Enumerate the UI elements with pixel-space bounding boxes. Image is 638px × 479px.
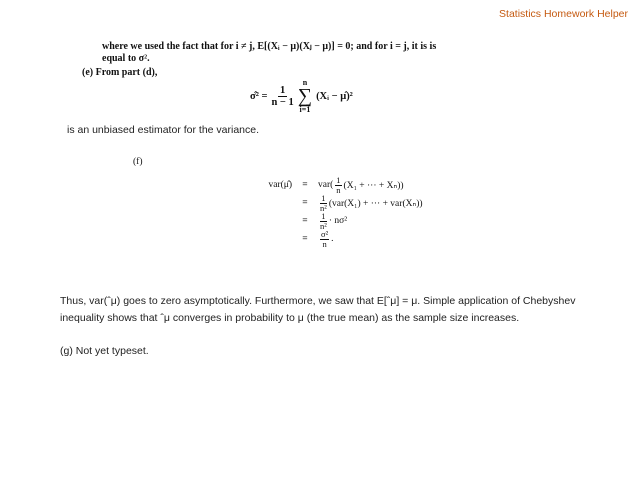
sum-upper-limit: n [302,78,308,87]
row-rhs [318,176,404,195]
variance-derivation [250,176,423,248]
rhs-fraction-numerator: σ² [321,228,329,239]
part-d-line-1: where we used the fact that for i ≠ j, E[(Xᵢ − μ)(Xⱼ − μ)] = 0; and for i = j, it is is [102,41,437,52]
equals-sign: = [302,198,308,208]
rhs-fraction-numerator: 1 [336,174,341,185]
rhs-fraction [335,176,341,195]
sum-symbol: ∑ [297,85,313,107]
row-rhs [318,194,423,213]
fraction-denominator: n − 1 [271,96,294,108]
rhs-fraction-denominator: n² [320,220,327,231]
fraction [271,85,293,108]
part-e-label: (e) From part (d), [82,67,158,78]
conclusion-paragraph: Thus, var(ˆμ) goes to zero asymptotically. Furthermore, we saw that E[ˆμ] = μ. Simple application of Chebyshev inequality shows that ˆμ converges in probability to μ (the true mean) as the sample size increases. [60,295,576,324]
equals-sign: = [302,216,308,226]
rhs-fraction [320,212,327,231]
summation [298,78,312,114]
rhs-fraction-numerator: 1 [321,192,326,203]
rhs-fraction-denominator: n [336,184,341,195]
derivation-row [250,230,423,248]
row-rhs [318,212,347,231]
rhs-suffix: · nσ² [328,216,348,226]
row-rhs [318,230,334,249]
part-g-paragraph: (g) Not yet typeset. [60,345,149,357]
rhs-suffix: . [331,234,334,244]
equals-sign: = [302,234,308,244]
rhs-fraction [320,194,327,213]
part-d-line-2: equal to σ². [102,53,150,64]
row-lhs: var(μ̂) [268,180,292,190]
paragraph-spacer [60,326,580,343]
rhs-fraction-denominator: n [322,238,327,249]
derivation-row [250,176,423,194]
fraction-numerator: 1 [280,84,286,96]
body-text [60,293,580,360]
rhs-suffix: (X₁ + ··· + Xₙ)) [343,180,404,191]
variance-estimator-equation [250,78,353,114]
sum-term: (Xᵢ − μ̂)² [316,90,353,102]
estimator-caption: is an unbiased estimator for the variance. [67,124,260,136]
header-title: Statistics Homework Helper [499,8,628,20]
sigma-hat-lhs: σ̂² = [250,90,268,102]
rhs-suffix: (var(X₁) + ··· + var(Xₙ)) [328,198,423,209]
rhs-fraction [320,230,329,249]
rhs-fraction-denominator: n² [320,202,327,213]
derivation-row [250,194,423,212]
part-f-label: (f) [133,157,143,167]
equals-sign: = [302,180,308,190]
rhs-fraction-numerator: 1 [321,210,326,221]
sum-lower-limit: i=1 [299,105,311,114]
derivation-row [250,212,423,230]
rhs-prefix: var( [318,180,334,190]
